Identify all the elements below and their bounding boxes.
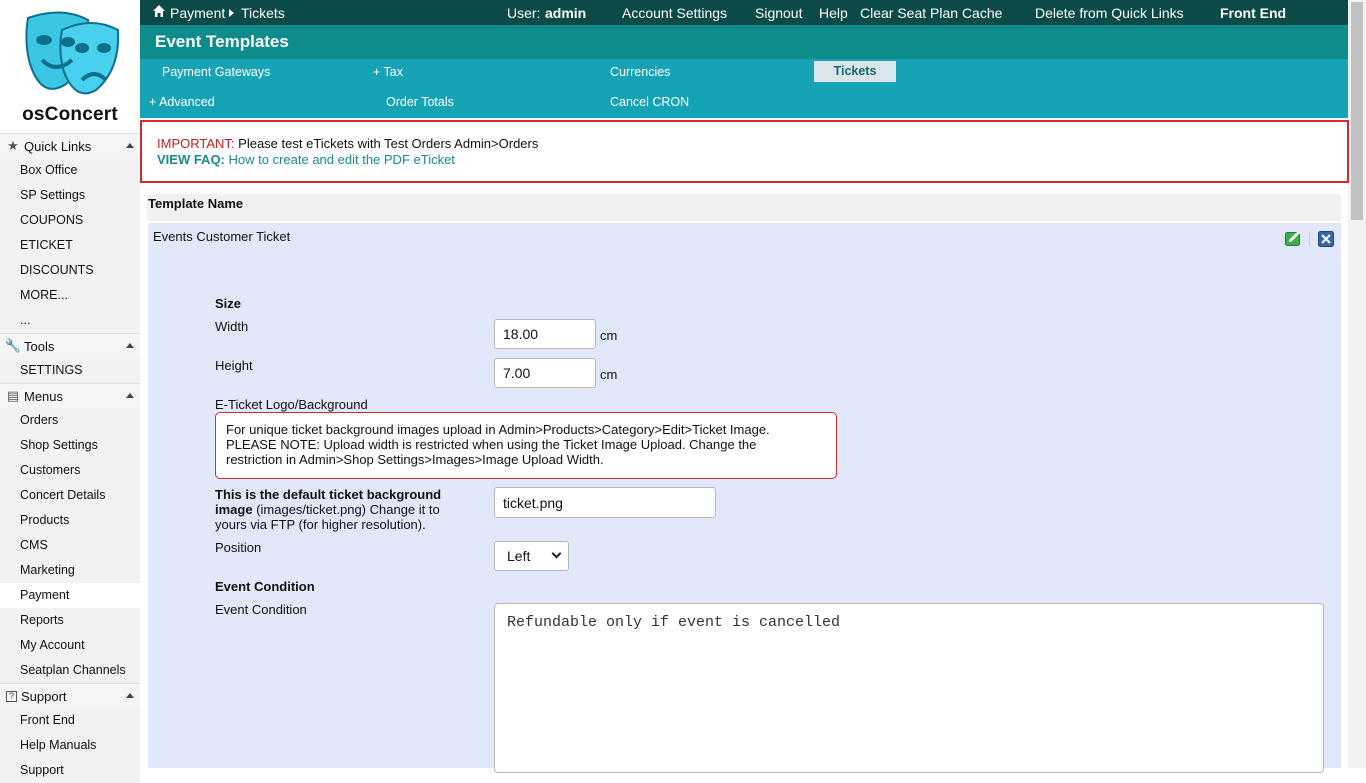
edit-icon[interactable] [1285, 231, 1302, 246]
sidebar-item-front-end[interactable]: Front End [0, 708, 140, 733]
wrench-icon: 🔧 [4, 338, 22, 353]
user-label: User: [507, 5, 541, 21]
template-panel [148, 223, 1341, 768]
sidebar-item-my-account[interactable]: My Account [0, 633, 140, 658]
sidebar-section-quick-links[interactable] [0, 133, 140, 158]
background-file-input[interactable] [494, 487, 716, 518]
brand-name: osConcert [22, 104, 118, 125]
faq-label: VIEW FAQ: [157, 152, 225, 167]
logo-background-label: E-Ticket Logo/Background [215, 397, 368, 412]
caret-up-icon[interactable] [126, 393, 134, 398]
faq-link[interactable]: How to create and edit the PDF eTicket [228, 152, 455, 167]
signout-link[interactable]: Signout [755, 5, 803, 21]
sidebar-item-customers[interactable]: Customers [0, 458, 140, 483]
theatre-masks-icon [22, 8, 120, 104]
event-condition-textarea[interactable] [494, 603, 1324, 773]
sidebar-item-discounts[interactable]: DISCOUNTS [0, 258, 140, 283]
delete-quick-links-link[interactable]: Delete from Quick Links [1035, 5, 1184, 21]
background-file-value: ticket.png [503, 494, 563, 511]
section-title: Quick Links [24, 138, 92, 154]
star-icon: ★ [7, 138, 19, 153]
event-condition-label: Event Condition [215, 602, 307, 617]
position-value: Left [507, 548, 531, 564]
user-name[interactable]: admin [545, 5, 587, 21]
position-select[interactable] [494, 541, 569, 571]
default-bg-line: yours via FTP (for higher resolution). [215, 517, 426, 532]
tab-cancel-cron[interactable]: Cancel CRON [610, 95, 690, 109]
page-title: Event Templates [140, 25, 1348, 59]
sidebar-item-shop-settings[interactable]: Shop Settings [0, 433, 140, 458]
tab-currencies[interactable]: Currencies [610, 65, 671, 79]
chevron-down-icon [552, 549, 562, 559]
section-title: Support [21, 688, 67, 704]
event-condition-value: Refundable only if event is cancelled [507, 614, 841, 631]
sidebar-section-support[interactable] [0, 683, 140, 708]
default-bg-bold: image [215, 502, 253, 517]
clear-seat-plan-cache-link[interactable]: Clear Seat Plan Cache [860, 5, 1003, 21]
height-input[interactable] [494, 358, 596, 388]
caret-up-icon[interactable] [126, 143, 134, 148]
position-label: Position [215, 540, 262, 555]
section-title: Tools [24, 338, 55, 354]
sidebar-item-eticket[interactable]: ETICKET [0, 233, 140, 258]
logo[interactable] [0, 0, 140, 133]
list-icon: ▤ [6, 388, 20, 403]
width-unit: cm [600, 328, 618, 343]
default-bg-rest: (images/ticket.png) Change it to [252, 502, 440, 517]
sub-navigation [140, 59, 1348, 118]
tab-tickets[interactable]: Tickets [814, 61, 896, 82]
tab-advanced[interactable]: + Advanced [149, 95, 215, 109]
note-line: restriction in Admin>Shop Settings>Images>Image Upload Width. [226, 452, 604, 467]
help-icon: ? [6, 691, 17, 702]
help-link[interactable]: Help [819, 5, 848, 21]
sidebar-item-reports[interactable]: Reports [0, 608, 140, 633]
width-value: 18.00 [503, 326, 539, 342]
template-name-header: Template Name [147, 194, 1341, 221]
height-label: Height [215, 358, 253, 373]
important-notice [140, 120, 1349, 183]
scrollbar-thumb[interactable] [1351, 2, 1363, 220]
important-label: IMPORTANT: [157, 136, 235, 151]
sidebar-item-more[interactable]: MORE... [0, 283, 140, 308]
sidebar-item-settings[interactable]: SETTINGS [0, 358, 140, 383]
sidebar-item-box-office[interactable]: Box Office [0, 158, 140, 183]
sidebar-item-coupons[interactable]: COUPONS [0, 208, 140, 233]
default-bg-line: This is the default ticket background [215, 487, 442, 502]
ticket-image-note [215, 412, 837, 479]
sidebar-section-tools[interactable] [0, 333, 140, 358]
height-value: 7.00 [503, 365, 531, 381]
note-line: PLEASE NOTE: Upload width is restricted when using the Ticket Image Upload. Change the [226, 437, 757, 452]
tab-payment-gateways[interactable]: Payment Gateways [162, 65, 271, 79]
breadcrumb-tickets[interactable]: Tickets [241, 5, 285, 21]
tab-tax[interactable]: + Tax [373, 65, 403, 79]
sidebar-section-menus[interactable] [0, 383, 140, 408]
front-end-link[interactable]: Front End [1220, 5, 1287, 21]
sidebar-item-marketing[interactable]: Marketing [0, 558, 140, 583]
scrollbar[interactable] [1348, 0, 1366, 768]
home-icon[interactable] [152, 4, 166, 18]
event-condition-heading: Event Condition [215, 579, 315, 594]
height-unit: cm [600, 367, 618, 382]
note-line: For unique ticket background images upload in Admin>Products>Category>Edit>Ticket Image. [226, 422, 770, 437]
divider [1309, 232, 1310, 246]
breadcrumb-payment[interactable]: Payment [170, 5, 226, 21]
template-name: Events Customer Ticket [153, 229, 291, 244]
default-background-label [215, 487, 475, 532]
close-icon[interactable] [1318, 231, 1334, 247]
sidebar-item-orders[interactable]: Orders [0, 408, 140, 433]
sidebar-item-concert-details[interactable]: Concert Details [0, 483, 140, 508]
width-label: Width [215, 319, 249, 334]
breadcrumb-separator-icon [229, 9, 234, 17]
size-heading: Size [215, 296, 242, 311]
account-settings-link[interactable]: Account Settings [622, 5, 728, 21]
sidebar-item-payment[interactable]: Payment [0, 583, 140, 608]
sidebar-item-support[interactable]: Support [0, 758, 140, 783]
sidebar-item-help-manuals[interactable]: Help Manuals [0, 733, 140, 758]
caret-up-icon[interactable] [126, 343, 134, 348]
sidebar-item-products[interactable]: Products [0, 508, 140, 533]
important-text: Please test eTickets with Test Orders Admin>Orders [238, 136, 539, 151]
top-bar [140, 0, 1348, 25]
sidebar-item-sp-settings[interactable]: SP Settings [0, 183, 140, 208]
caret-up-icon[interactable] [126, 693, 134, 698]
width-input[interactable] [494, 319, 596, 349]
sidebar [0, 0, 140, 777]
sidebar-item-ellipsis[interactable]: ... [0, 308, 140, 333]
sidebar-item-cms[interactable]: CMS [0, 533, 140, 558]
sidebar-item-seatplan-channels[interactable]: Seatplan Channels [0, 658, 140, 683]
section-title: Menus [24, 388, 64, 404]
tab-order-totals[interactable]: Order Totals [386, 95, 454, 109]
